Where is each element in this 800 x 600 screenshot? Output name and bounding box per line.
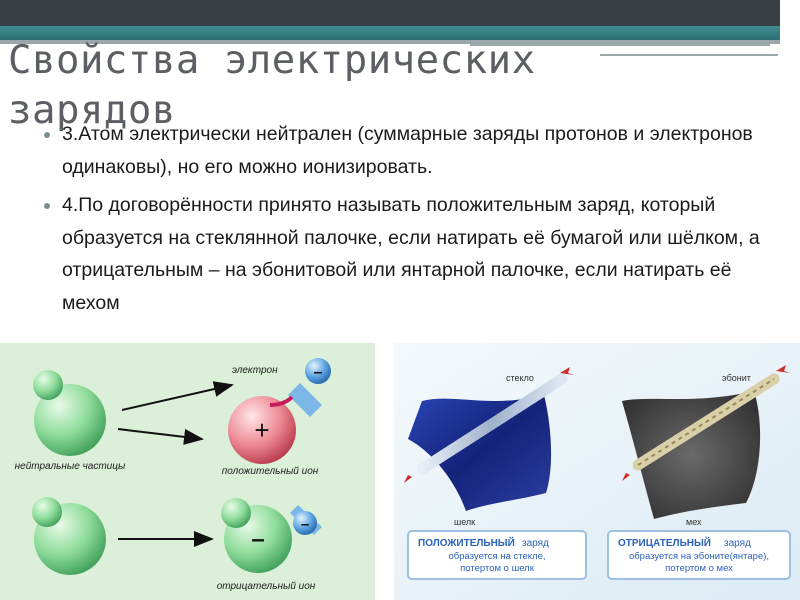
- header-bar-dark: [0, 0, 780, 26]
- positive-caption-word: заряд: [522, 538, 549, 549]
- ebonite-label: эбонит: [722, 373, 751, 383]
- fur-label: мех: [686, 517, 702, 527]
- positive-caption-line: образуется на стекле,: [448, 551, 546, 562]
- negative-caption-word: заряд: [724, 538, 751, 549]
- electron-sign: –: [300, 516, 310, 533]
- bullet-item: [44, 189, 764, 319]
- neutral-particle-small: [33, 370, 63, 400]
- negative-caption-title: ОТРИЦАТЕЛЬНЫЙ: [618, 538, 711, 549]
- positive-caption-line: потертом о шелк: [460, 563, 534, 574]
- negative-ion-label: отрицательный ион: [216, 581, 316, 592]
- bullet-text: 3.Атом электрически нейтрален (суммарные заряды протонов и электронов одинаковы), но его можно ионизировать.: [62, 123, 753, 178]
- neutral-label: нейтральные частицы: [14, 461, 126, 472]
- silk-label: шелк: [454, 517, 476, 527]
- electron-label: электрон: [232, 365, 278, 376]
- bullet-list: [44, 118, 764, 319]
- bullet-dot: [44, 203, 50, 209]
- minus-sign: –: [251, 526, 265, 553]
- slide-title: Свойства электрических зарядов: [8, 38, 536, 133]
- negative-caption-line: образуется на эбоните(янтаре),: [628, 551, 770, 562]
- neutral-particle-small: [32, 497, 62, 527]
- positive-caption-title: ПОЛОЖИТЕЛЬНЫЙ: [418, 538, 515, 549]
- header-right-strip: [780, 0, 800, 44]
- negative-caption-line: потертом о мех: [665, 563, 733, 574]
- negative-ion-small: [221, 498, 251, 528]
- rods-illustration: [394, 343, 800, 600]
- ionization-diagram: [0, 343, 375, 600]
- electron-sign: –: [313, 364, 323, 381]
- bullet-text: 4.По договорённости принято называть положительным заряд, который образуется на стеклянной палочке, если натирать её бумагой или шёлком, а отрицательным – на эбонитовой или янтарной палочке, если натирать её мехом: [62, 194, 760, 314]
- positive-ion-label: положительный ион: [221, 466, 319, 477]
- plus-sign: +: [254, 415, 270, 445]
- glass-label: стекло: [506, 373, 534, 383]
